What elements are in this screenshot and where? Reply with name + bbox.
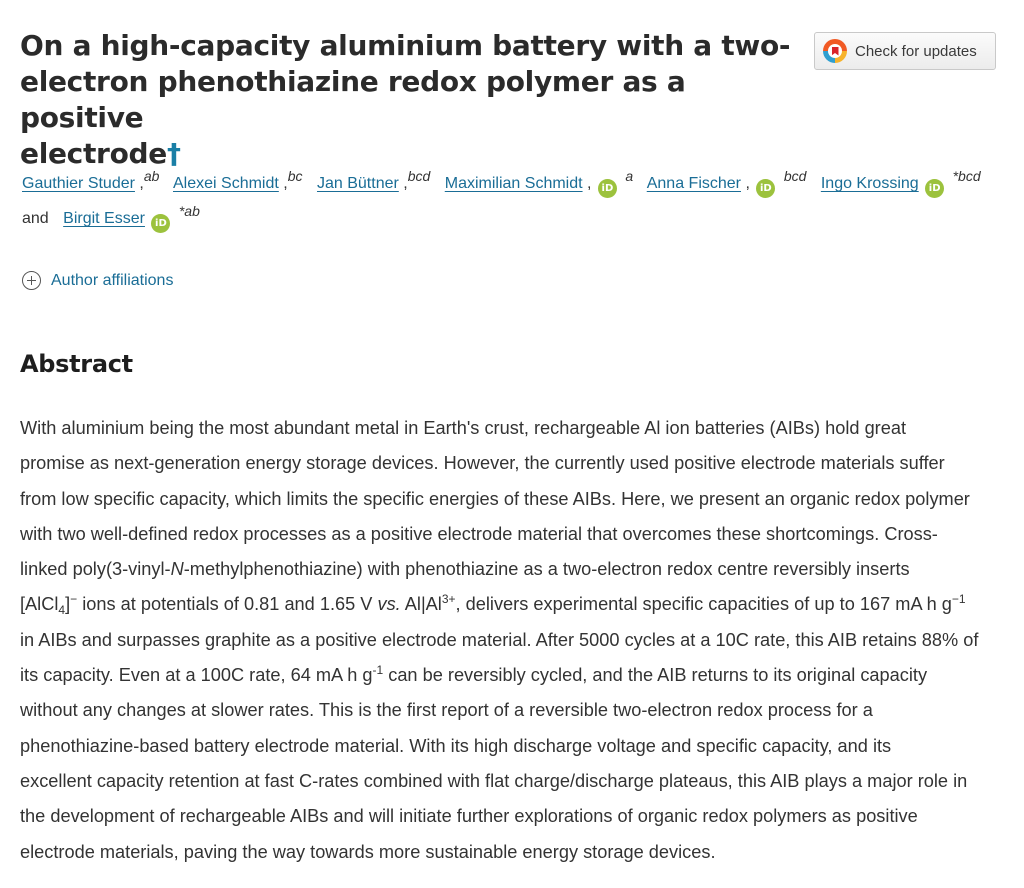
author-separator: , <box>587 175 592 192</box>
author-affiliation-marker: a <box>625 168 634 184</box>
abstract-line: with two well-defined redox processes as a positive electrode material that overcomes these shortcomings. Cross- <box>20 523 938 544</box>
orcid-icon[interactable]: iD <box>151 214 170 233</box>
abstract-line: promise as next-generation energy storage devices. However, the currently used positive electrode materials suffer <box>20 453 945 474</box>
title-line-1: On a high-capacity aluminium battery with a two- <box>20 29 791 62</box>
orcid-icon[interactable]: iD <box>756 179 775 198</box>
author-affiliation-marker: *bcd <box>952 168 981 184</box>
abstract-line: linked poly(3-vinyl-N-methylphenothiazine) with phenothiazine as a two-electron redox centre reversibly inserts <box>20 559 910 580</box>
author-link[interactable]: Gauthier Studer <box>22 175 135 192</box>
check-for-updates-label: Check for updates <box>855 42 977 60</box>
author-separator: , <box>283 175 288 192</box>
check-for-updates-button[interactable] <box>814 32 996 70</box>
abstract-line: without any changes at slower rates. This is the first report of a reversible two-electron redox process for a <box>20 700 873 721</box>
author-conjunction: and <box>22 210 49 227</box>
crossmark-icon <box>823 39 847 63</box>
abstract-line: [AlCl$_4$]− ions at potentials of 0.81 and 1.65 V vs. $Al|Al^{3+}$, delivers experimental specific capacities of up to 167 mA h $g^{-1}$ <box>20 592 966 618</box>
title-footnote-link[interactable]: † <box>166 137 181 170</box>
plus-circle-icon <box>22 271 41 290</box>
author-affiliation-marker: ab <box>143 168 160 184</box>
author-affiliation-marker: bcd <box>783 168 807 184</box>
author-separator: , <box>403 175 408 192</box>
article-title <box>20 28 800 172</box>
title-line-3: electrode <box>20 137 167 170</box>
abstract-line: excellent capacity retention at fast C-rates combined with flat charge/discharge plateaus, this AIB plays a major role in <box>20 770 968 791</box>
author-separator: , <box>139 175 144 192</box>
orcid-icon[interactable]: iD <box>925 179 944 198</box>
author-separator: , <box>745 175 750 192</box>
abstract-line: in AIBs and surpasses graphite as a positive electrode material. After 5000 cycles at a 10C rate, this AIB retains 88% of <box>20 629 979 650</box>
author-link[interactable]: Alexei Schmidt <box>173 175 279 192</box>
abstract-line: the development of rechargeable AIBs and will initiate further explorations of organic redox polymers as positive <box>20 806 918 827</box>
author-link[interactable]: Jan Büttner <box>316 175 399 192</box>
abstract-body <box>20 411 1010 870</box>
title-line-2: electron phenothiazine redox polymer as a positive <box>20 65 686 134</box>
author-link[interactable]: Maximilian Schmidt <box>444 175 583 192</box>
author-affiliation-marker: bcd <box>407 168 431 184</box>
author-link[interactable]: Anna Fischer <box>646 175 741 192</box>
orcid-icon[interactable]: iD <box>598 179 617 198</box>
author-affiliations-toggle[interactable] <box>22 271 173 290</box>
author-link[interactable]: Ingo Krossing <box>820 175 919 192</box>
author-link[interactable]: Birgit Esser <box>63 210 145 227</box>
abstract-line: phenothiazine-based battery electrode material. With its high discharge voltage and specific capacity, and its <box>20 735 892 756</box>
abstract-line: With aluminium being the most abundant metal in Earth's crust, rechargeable Al ion batteries (AIBs) hold great <box>20 418 907 438</box>
abstract-line: its capacity. Even at a 100C rate, 64 mA h $g^{-1}$ can be reversibly cycled, and the AIB returns to its original capacity <box>20 663 928 686</box>
author-affiliation-marker: bc <box>287 168 303 184</box>
abstract-heading: Abstract <box>20 350 133 378</box>
abstract-line: electrode materials, paving the way towards more sustainable energy storage devices. <box>20 841 716 862</box>
author-affiliations-label: Author affiliations <box>51 271 174 289</box>
author-affiliation-marker: *ab <box>178 203 200 219</box>
author-list <box>22 166 1002 236</box>
abstract-line: from low specific capacity, which limits the specific energies of these AIBs. Here, we present an organic redox polymer <box>20 488 970 509</box>
